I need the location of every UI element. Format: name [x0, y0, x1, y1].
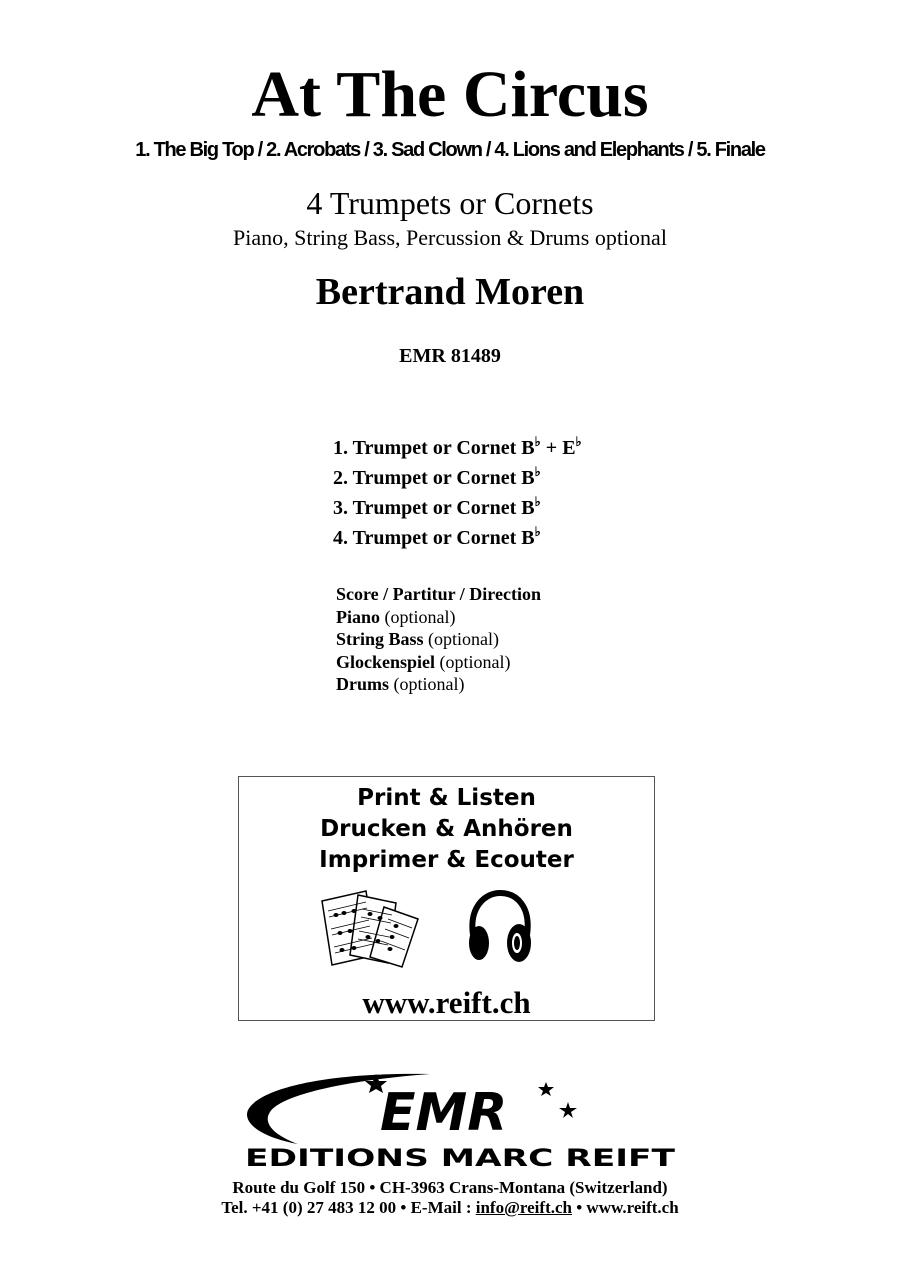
catalog-number: EMR 81489	[399, 345, 501, 367]
flat-sign: ♭	[534, 494, 541, 509]
publisher-contact: Tel. +41 (0) 27 483 12 00 • E-Mail : info@reift.ch • www.reift.ch	[221, 1198, 679, 1217]
headphones-icon	[465, 889, 535, 965]
extra-item: String Bass (optional)	[336, 629, 500, 650]
promo-line-english: Print & Listen	[357, 785, 536, 811]
email-link[interactable]: info@reift.ch	[475, 1198, 572, 1217]
promo-line-german: Drucken & Anhören	[320, 816, 573, 842]
extra-item: Piano (optional)	[336, 606, 456, 627]
publisher-name: EDITIONS MARC REIFT	[245, 1144, 676, 1170]
additional-parts-list	[336, 583, 541, 696]
part-item: 4. Trumpet or Cornet B♭	[333, 524, 541, 549]
extra-item: Score / Partitur / Direction	[336, 584, 541, 604]
instrumentation: 4 Trumpets or Cornets	[306, 185, 594, 221]
part-item: 1. Trumpet or Cornet B♭ + E♭	[333, 434, 582, 459]
flat-sign: ♭	[575, 434, 582, 449]
logo-mark-text: EMR	[380, 1083, 508, 1143]
optional-instruments: Piano, String Bass, Percussion & Drums optional	[233, 225, 667, 250]
composer-name: Bertrand Moren	[315, 271, 585, 313]
flat-sign: ♭	[534, 524, 541, 539]
extra-item: Glockenspiel (optional)	[336, 651, 511, 672]
part-item: 2. Trumpet or Cornet B♭	[333, 464, 541, 489]
website-url[interactable]: www.reift.ch	[362, 985, 531, 1020]
print-listen-box	[238, 776, 655, 1021]
sheet-music-icon	[314, 887, 424, 969]
flat-sign: ♭	[534, 434, 541, 449]
extra-item: Drums (optional)	[336, 674, 465, 695]
publisher-logo	[240, 1072, 680, 1170]
part-item: 3. Trumpet or Cornet B♭	[333, 494, 541, 519]
page-title: At The Circus	[251, 58, 649, 131]
flat-sign: ♭	[534, 464, 541, 479]
parts-list	[333, 433, 582, 553]
movements-subtitle: 1. The Big Top / 2. Acrobats / 3. Sad Clown / 4. Lions and Elephants / 5. Finale	[135, 139, 765, 161]
promo-line-french: Imprimer & Ecouter	[319, 847, 574, 873]
publisher-address: Route du Golf 150 • CH-3963 Crans-Montana (Switzerland)	[232, 1178, 668, 1197]
